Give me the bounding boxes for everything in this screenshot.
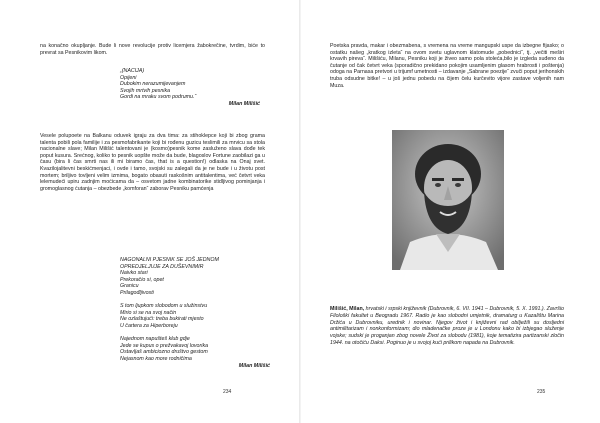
- poem-line: Opijeni: [120, 74, 137, 81]
- poem-line: Ostavljaš ambiciozno društvo gestom: [120, 349, 208, 356]
- poem-line: Mirio si se na svoj način: [120, 309, 177, 316]
- poem-line: Prekoračio si, opet: [120, 276, 164, 283]
- poem-author: Milan Milišić: [238, 362, 270, 369]
- body-text: Vesele polupoete na Balkanu oduvek igraju za dva tima: za stihoklepce koji bi zbog grama talenta pobili pola familije i za pesmofabrikante koji bi rođenu guzicu teslimili za mrvicu sa stola nacionalne slave; Milan Milišić talentovani je (kosmo)pesnik kome zasluženo slava dođe tek poput kusura. Srećnog, koliko to pesnik uopšte može da bude, blagoslov Fortune zaobilazi ga u času (bira li čas smrti nas ili mi biramo čas, that is a question!) odlaska na Onaj svet. Kvazilojalitevni beskićmenjaci, i ovde i tamo, svojski su zalegali da je ne bude i u životu post mortem; briljivo tovljeni velim izmima, bogato obasuti raskošnim antitalentima, već četvrt veka lelemudeći upiru zadnjim moćicama da – osvetom jadne kombinatorike stidljivog pominjanja i gromoglasnog ćutanja – obezbede „komforan“ zaborav Pesniku pamćenja: [40, 133, 265, 192]
- poem-line: NAGONALNI PJESNIK SE JOŠ JEDNOM: [120, 257, 219, 263]
- intro-text: na konačno okupljanje. Bude li nove revolucije protiv licemjera žabokrečine, tvrdim, biće to prevrat sa Pesnikovim likom.: [40, 43, 265, 56]
- page-number-left: 234: [223, 389, 232, 395]
- poem-line: Jede se kupus o prežvakavoj lovorika: [120, 342, 209, 349]
- author-portrait-photo: [392, 130, 504, 270]
- poem-line: Svojih mrtvih pesnika: [120, 87, 171, 94]
- poem-author: Milan Milišić: [228, 100, 260, 107]
- left-body-paragraph: [40, 133, 265, 192]
- poem-stanza: [120, 303, 270, 329]
- poem-stanza: [120, 257, 270, 297]
- poem-line: Gordi na mraku svom podrumu.“: [120, 94, 197, 101]
- caption-body: hrvatski i srpski književnik (Dubrovnik, 6. VII. 1941 – Dubrovnik, 5. X. 1991.). Završio Filološki fakultet u Beogradu 1967. Radio je kao slobodni umjetnik, dramaturg u Kazalištu Marina Držića u Dubrovniku, urednik i novinar. Njegov život i književni rad obilježili su dosljedni antimilitarizam i nonkonformizam; dio mladenačke proze je u Londonu kako bi izbjegao služenje vojske; sudski je proganjan zbog novele Život za slobodu (1981), koje tematizira partizanski zločin 1944. na otočiću Daksi. Poginuo je u svojoj kući prilikom napada na Dubrovnik.: [330, 306, 564, 346]
- poem-nagonalni-pjesnik: [120, 257, 270, 369]
- portrait-illustration: [392, 130, 504, 270]
- poem-line: OPREDJELJUJE ZA DUŠEVNIMIR: [120, 263, 204, 270]
- poem-stanza: [120, 336, 270, 362]
- poem-line: Granicu: [120, 283, 139, 290]
- poem-line: „(NACIJA): [120, 68, 145, 74]
- poem-nacija: [120, 68, 260, 108]
- right-paragraph: [330, 43, 564, 89]
- poem-line: Naivko stari: [120, 270, 148, 277]
- poem-line: Najednom napušteš klub gdje: [120, 336, 190, 343]
- photo-caption: [330, 306, 564, 347]
- page-number-right: 235: [537, 389, 546, 395]
- poem-line: S tom ljupkom slobodom u služinstvu: [120, 303, 208, 310]
- poem-line: Prilagođljivosti: [120, 289, 154, 296]
- right-text: Poetska pravda, makar i obezmabena, s vremena na vreme mangupski uspe da izbegne fijasko; o ostatku našeg „kratkog izleta“ na ovom svetu uglavnom klatomude „pobednici“, tj. „večiti meširi krvavih pireva“. Milišiću, Milanu, Pesniku koji je živeo samo pola stoleća,bilo je izgleda suđeno da čutanje od čak četvrt veka (sporadično prekidano pokojim usamljenim glasom hrabrosti i poštenja) odoga na Parnasa pretvori u trijumf umetnosti – izdavanje „Sabrane poezije“ zvuči poput jerihonskih truba odsudne bitke! – u još jednu pobedu na čijem čelu kurčevito vijore zastave voljenih nam Muza.: [330, 43, 564, 89]
- poem-line: Dubokim nerazumijevanjem: [120, 81, 186, 88]
- poem-line: U čartera za Hiperboreju: [120, 322, 178, 329]
- left-intro-paragraph: [40, 43, 265, 56]
- caption-name: Milišić, Milan,: [330, 306, 365, 312]
- book-spine: [299, 0, 301, 423]
- poem-line: Ne ozlaštujući: treba bukirati mjesto: [120, 316, 204, 323]
- poem-line: Nejasnom kao more rodničima: [120, 355, 192, 362]
- caption-text: [330, 306, 564, 347]
